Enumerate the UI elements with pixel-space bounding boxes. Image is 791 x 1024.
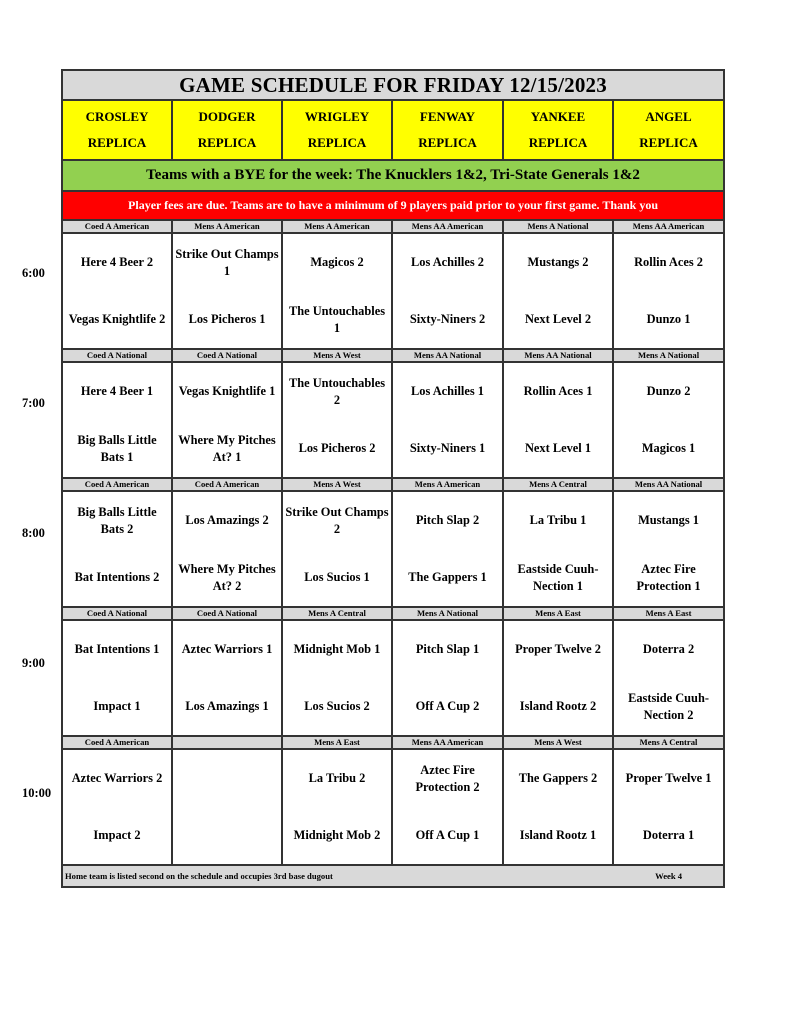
division-label: Mens A American	[172, 220, 282, 233]
game-cell	[62, 749, 172, 865]
away-team: The Gappers 2	[518, 771, 598, 785]
division-label: Coed A National	[172, 607, 282, 620]
game-cell	[613, 362, 724, 478]
home-team	[173, 807, 281, 864]
away-team: Los Achilles 1	[411, 384, 484, 398]
game-cell	[282, 362, 392, 478]
away-team: Proper Twelve 2	[515, 642, 601, 656]
bye-banner: Teams with a BYE for the week: The Knucklers 1&2, Tri-State Generals 1&2	[62, 160, 724, 191]
division-label: Mens A Central	[613, 736, 724, 749]
away-team: The Untouchables 2	[288, 375, 386, 407]
field-header-angel	[613, 100, 724, 160]
game-cell	[282, 620, 392, 736]
home-team: Sixty-Niners 2	[409, 312, 486, 326]
field-sub: REPLICA	[87, 135, 147, 150]
home-team: Eastside Cuuh-Nection 2	[628, 690, 709, 722]
game-cell	[503, 749, 613, 865]
away-team: Strike Out Champs 1	[175, 246, 279, 278]
division-label: Mens AA American	[613, 220, 724, 233]
slots-body	[62, 220, 724, 865]
division-row	[62, 607, 724, 620]
division-label: Mens A Central	[282, 607, 392, 620]
game-cell	[503, 491, 613, 607]
division-row	[62, 349, 724, 362]
division-label	[172, 736, 282, 749]
division-label: Mens A West	[282, 478, 392, 491]
game-cell	[62, 362, 172, 478]
away-team: La Tribu 1	[529, 513, 587, 527]
division-label: Coed A American	[172, 478, 282, 491]
home-team: Off A Cup 1	[415, 828, 480, 842]
home-team: Los Sucios 2	[304, 699, 370, 713]
home-team: Next Level 2	[524, 312, 592, 326]
game-cell	[282, 491, 392, 607]
game-row	[62, 362, 724, 478]
field-name: YANKEE	[530, 109, 586, 124]
away-team	[173, 750, 281, 807]
game-cell	[172, 362, 282, 478]
time-label-9: 9:00	[22, 656, 45, 670]
game-cell	[392, 749, 503, 865]
home-team: Where My Pitches At? 1	[178, 432, 276, 464]
game-cell	[172, 233, 282, 349]
field-sub: REPLICA	[418, 135, 477, 150]
game-cell	[503, 233, 613, 349]
home-team: Los Picheros 2	[298, 441, 376, 455]
home-team: Where My Pitches At? 2	[178, 561, 276, 593]
home-team: Magicos 1	[641, 441, 696, 455]
away-team: Los Amazings 2	[185, 513, 269, 527]
division-row	[62, 478, 724, 491]
away-team: Bat Intentions 1	[74, 642, 160, 656]
home-team: The Untouchables 1	[288, 303, 386, 335]
field-header-dodger	[172, 100, 282, 160]
field-sub: REPLICA	[639, 135, 698, 150]
away-team: Here 4 Beer 2	[80, 255, 154, 269]
away-team: Rollin Aces 1	[523, 384, 593, 398]
home-team: Doterra 1	[642, 828, 695, 842]
field-sub: REPLICA	[197, 135, 257, 150]
division-label: Mens A National	[392, 607, 503, 620]
away-team: Strike Out Champs 2	[285, 504, 389, 536]
away-team: Magicos 2	[310, 255, 364, 269]
away-team: La Tribu 2	[308, 771, 366, 785]
home-team: Dunzo 1	[646, 312, 691, 326]
time-label-8: 8:00	[22, 526, 45, 540]
game-cell	[62, 620, 172, 736]
field-header-yankee	[503, 100, 613, 160]
division-label: Mens A American	[282, 220, 392, 233]
game-row	[62, 749, 724, 865]
home-team: Impact 1	[93, 699, 141, 713]
away-team: Mustangs 2	[527, 255, 589, 269]
division-label: Mens AA American	[392, 220, 503, 233]
game-cell	[172, 749, 282, 865]
division-label: Mens A Central	[503, 478, 613, 491]
fees-banner: Player fees are due. Teams are to have a minimum of 9 players paid prior to your first game. Thank you	[62, 191, 724, 220]
division-label: Coed A American	[62, 220, 172, 233]
home-team: Los Picheros 1	[188, 312, 266, 326]
time-label-10: 10:00	[22, 786, 52, 800]
week-label: Week 4	[655, 871, 683, 881]
game-row	[62, 620, 724, 736]
home-team: Aztec Fire Protection 1	[636, 561, 701, 593]
game-cell	[613, 620, 724, 736]
game-cell	[392, 362, 503, 478]
away-team: Rollin Aces 2	[634, 255, 703, 269]
division-label: Mens A East	[503, 607, 613, 620]
division-label: Mens A West	[282, 349, 392, 362]
division-label: Mens AA American	[392, 736, 503, 749]
field-header-wrigley	[282, 100, 392, 160]
away-team: Aztec Fire Protection 2	[415, 762, 480, 794]
schedule-sheet	[61, 69, 723, 888]
time-label-6: 6:00	[22, 266, 45, 280]
away-team: Los Achilles 2	[411, 255, 484, 269]
division-label: Coed A National	[62, 349, 172, 362]
away-team: Doterra 2	[642, 642, 695, 656]
division-label: Mens A National	[613, 349, 724, 362]
field-name: ANGEL	[645, 109, 692, 124]
home-team: Big Balls Little Bats 1	[77, 432, 157, 464]
game-cell	[282, 749, 392, 865]
game-cell	[613, 491, 724, 607]
home-team: Los Amazings 1	[185, 699, 269, 713]
away-team: Aztec Warriors 2	[71, 771, 163, 785]
field-name: DODGER	[198, 109, 256, 124]
game-cell	[613, 749, 724, 865]
division-label: Coed A American	[62, 736, 172, 749]
field-sub: REPLICA	[528, 135, 588, 150]
division-label: Mens A West	[503, 736, 613, 749]
field-name: WRIGLEY	[304, 109, 370, 124]
field-header-crosley	[62, 100, 172, 160]
field-header-fenway	[392, 100, 503, 160]
home-team: Off A Cup 2	[415, 699, 480, 713]
game-cell	[613, 233, 724, 349]
footer-note: Home team is listed second on the schedule and occupies 3rd base dugout	[65, 871, 333, 881]
game-cell	[392, 491, 503, 607]
footer-bar	[62, 865, 724, 887]
division-label: Coed A American	[62, 478, 172, 491]
home-team: The Gappers 1	[408, 570, 487, 584]
away-team: Vegas Knightlife 1	[178, 384, 276, 398]
game-cell	[392, 620, 503, 736]
game-cell	[62, 233, 172, 349]
home-team: Impact 2	[93, 828, 141, 842]
game-cell	[503, 620, 613, 736]
division-label: Mens A East	[613, 607, 724, 620]
away-team: Dunzo 2	[646, 384, 691, 398]
home-team: Vegas Knightlife 2	[68, 312, 166, 326]
division-label: Coed A National	[172, 349, 282, 362]
home-team: Island Rootz 2	[519, 699, 597, 713]
home-team: Los Sucios 1	[304, 570, 370, 584]
home-team: Eastside Cuuh-Nection 1	[517, 561, 599, 593]
division-label: Mens A East	[282, 736, 392, 749]
home-team: Sixty-Niners 1	[409, 441, 486, 455]
away-team: Big Balls Little Bats 2	[77, 504, 157, 536]
schedule-table	[61, 69, 725, 888]
time-column	[0, 0, 62, 1024]
division-label: Mens A National	[503, 220, 613, 233]
division-label: Mens A American	[392, 478, 503, 491]
division-label: Mens AA National	[392, 349, 503, 362]
division-label: Coed A National	[62, 607, 172, 620]
field-name: CROSLEY	[85, 109, 149, 124]
game-cell	[62, 491, 172, 607]
home-team: Island Rootz 1	[519, 828, 597, 842]
away-team: Proper Twelve 1	[625, 771, 712, 785]
away-team: Here 4 Beer 1	[80, 384, 154, 398]
division-label: Mens AA National	[613, 478, 724, 491]
game-cell	[392, 233, 503, 349]
time-label-7: 7:00	[22, 396, 45, 410]
division-row	[62, 736, 724, 749]
home-team: Bat Intentions 2	[74, 570, 160, 584]
game-row	[62, 233, 724, 349]
field-sub: REPLICA	[307, 135, 367, 150]
page-title: GAME SCHEDULE FOR FRIDAY 12/15/2023	[62, 70, 724, 100]
away-team: Pitch Slap 1	[415, 642, 480, 656]
game-cell	[282, 233, 392, 349]
home-team: Midnight Mob 2	[293, 828, 381, 842]
game-cell	[172, 491, 282, 607]
game-cell	[172, 620, 282, 736]
game-row	[62, 491, 724, 607]
away-team: Mustangs 1	[638, 513, 699, 527]
game-cell	[503, 362, 613, 478]
away-team: Aztec Warriors 1	[181, 642, 273, 656]
away-team: Pitch Slap 2	[415, 513, 480, 527]
division-label: Mens AA National	[503, 349, 613, 362]
field-name: FENWAY	[419, 109, 476, 124]
away-team: Midnight Mob 1	[293, 642, 381, 656]
division-row	[62, 220, 724, 233]
home-team: Next Level 1	[524, 441, 592, 455]
